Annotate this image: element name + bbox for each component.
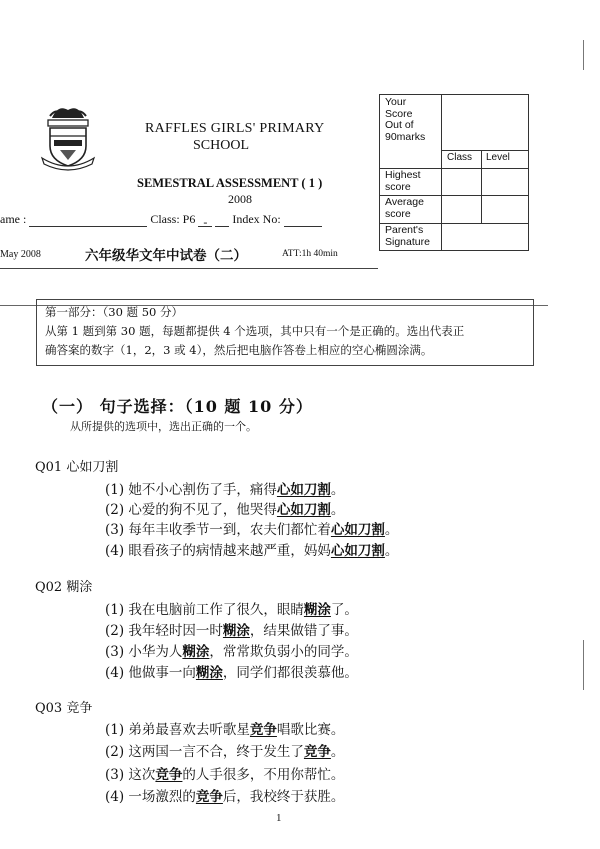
exam-date: May 2008 [0,249,41,260]
class-label: Class: P6 [150,212,196,226]
q03-option-2[interactable]: (2) 这两国一言不合，终于发生了竞争。 [105,744,345,760]
class-sep: - [203,215,208,229]
level-column-header: Level [486,152,510,163]
question-label-q03: Q03 竞争 [35,701,93,716]
instructions-line1: 第一部分：（30 题 50 分） [45,305,183,319]
header-divider [0,268,378,269]
assessment-title: SEMESTRAL ASSESSMENT ( 1 ) [137,176,323,190]
name-field[interactable] [29,215,147,227]
school-crest-logo [38,100,98,172]
index-field[interactable] [284,215,322,227]
section-title: （一） 句子选择：（10 题 10 分） [42,397,313,416]
instructions-line2: 从第 1 题到第 30 题，每题都提供 4 个选项，其中只有一个是正确的。选出代表正 [45,324,465,338]
page-number: 1 [276,812,282,824]
q03-option-3[interactable]: (3) 这次竞争的人手很多，不用你帮忙。 [105,767,345,783]
exam-duration: ATT:1h 40min [282,249,338,259]
question-label-q02: Q02 糊涂 [35,580,93,595]
average-score-label: Average score [385,196,424,220]
class-column-header: Class [447,152,473,163]
instructions-line3: 确答案的数字（1，2，3 或 4），然后把电脑作答卷上相应的空心椭圆涂满。 [45,343,433,357]
parent-signature-label: Parent's Signature [385,224,430,248]
q01-option-3[interactable]: (3) 每年丰收季节一到，农夫们都忙着心如刀割。 [105,522,399,538]
q01-option-1[interactable]: (1) 她不小心割伤了手，痛得心如刀割。 [105,482,345,498]
student-info-line [0,212,322,227]
paper-title: 六年级华文年中试卷（二） [85,248,247,264]
q01-option-4[interactable]: (4) 眼看孩子的病情越来越严重，妈妈心如刀割。 [105,543,399,559]
q03-option-1[interactable]: (1) 弟弟最喜欢去听歌星竞争唱歌比赛。 [105,722,345,738]
question-label-q01: Q01 心如刀割 [35,460,119,475]
q02-option-2[interactable]: (2) 我年轻时因一时糊涂，结果做错了事。 [105,623,358,639]
q03-option-4[interactable]: (4) 一场激烈的竞争后，我校终于获胜。 [105,789,345,805]
q01-option-2[interactable]: (2) 心爱的狗不见了，他哭得心如刀割。 [105,502,345,518]
class-field-2[interactable] [215,215,229,227]
name-label: ame : [0,212,27,226]
highest-score-label: Highest score [385,169,421,193]
instructions-box [36,299,534,366]
q02-option-3[interactable]: (3) 小华为人糊涂，常常欺负弱小的同学。 [105,644,358,660]
your-score-label: Your Score Out of 90marks [385,96,426,143]
assessment-year: 2008 [228,192,252,206]
school-name-line1: RAFFLES GIRLS' PRIMARY [145,121,325,136]
q02-option-4[interactable]: (4) 他做事一向糊涂，同学们都很羡慕他。 [105,665,358,681]
scan-edge-mark [583,640,584,690]
class-field[interactable] [198,215,212,227]
school-name-line2: SCHOOL [193,138,250,153]
index-label: Index No: [232,212,281,226]
section-subtitle: 从所提供的选项中，选出正确的一个。 [70,420,257,433]
score-box [379,94,529,251]
scan-edge-mark [583,40,584,70]
q02-option-1[interactable]: (1) 我在电脑前工作了很久，眼睛糊涂了。 [105,602,358,618]
